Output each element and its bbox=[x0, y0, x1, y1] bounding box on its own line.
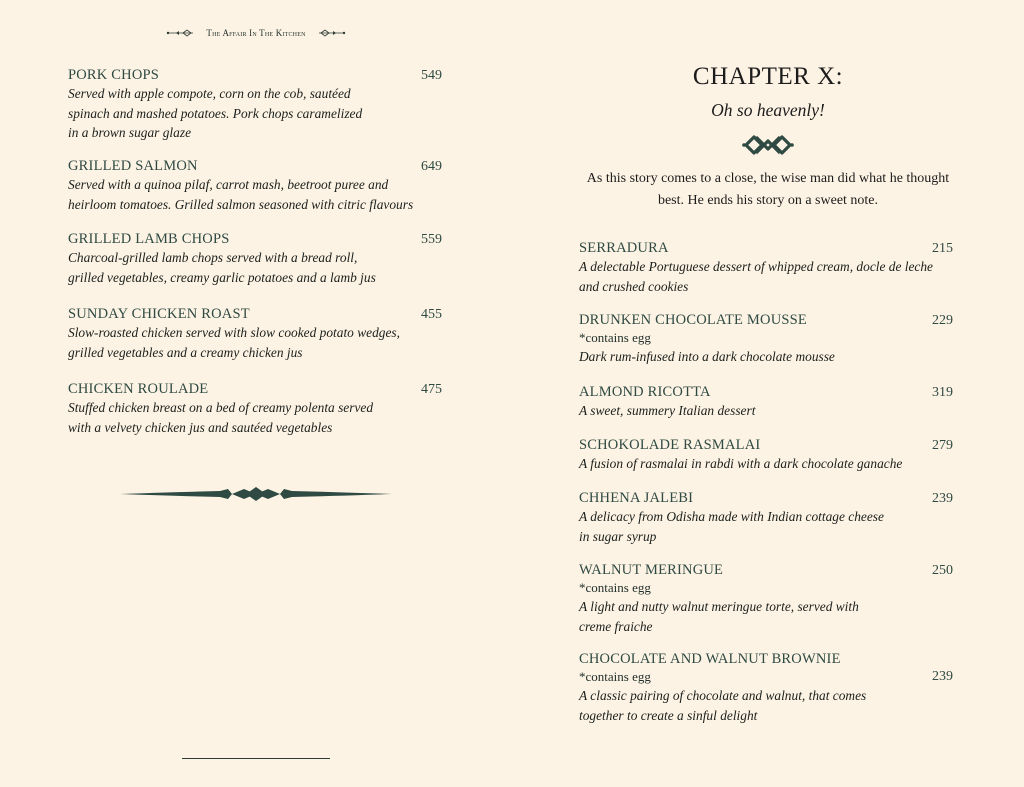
item-description: A classic pairing of chocolate and walnut, that comes together to create a sinful delight bbox=[579, 688, 867, 723]
item-price: 559 bbox=[421, 232, 442, 247]
item-price: 455 bbox=[421, 307, 442, 322]
menu-item bbox=[579, 436, 953, 474]
chapter-title: CHAPTER X: bbox=[692, 63, 844, 90]
divider-ornament-icon bbox=[120, 486, 392, 502]
item-description: Charcoal-grilled lamb chops served with a bread roll, grilled vegetables, creamy garlic potatoes and a lamb jus bbox=[68, 250, 376, 285]
item-price: 319 bbox=[932, 385, 953, 400]
item-note: *contains egg bbox=[579, 330, 651, 345]
item-note: *contains egg bbox=[579, 580, 651, 595]
menu-item bbox=[579, 489, 953, 546]
menu-item bbox=[68, 157, 442, 214]
item-note: *contains egg bbox=[579, 669, 651, 684]
menu-item bbox=[579, 561, 953, 636]
item-description: A fusion of rasmalai in rabdi with a dark chocolate ganache bbox=[579, 456, 903, 471]
flourish-icon bbox=[165, 29, 195, 37]
menu-item bbox=[68, 380, 442, 437]
item-description: A sweet, summery Italian dessert bbox=[579, 403, 756, 418]
item-price: 475 bbox=[421, 382, 442, 397]
item-name: GRILLED LAMB CHOPS bbox=[68, 231, 230, 247]
item-name: CHOCOLATE AND WALNUT BROWNIE bbox=[579, 651, 841, 667]
item-price: 229 bbox=[932, 313, 953, 328]
item-description: A delicacy from Odisha made with Indian cottage cheese in sugar syrup bbox=[579, 509, 884, 544]
chapter-intro: As this story comes to a close, the wise man did what he thought best. He ends his story on a sweet note. bbox=[586, 171, 950, 208]
item-price: 215 bbox=[932, 241, 953, 256]
item-name: SUNDAY CHICKEN ROAST bbox=[68, 306, 250, 322]
item-description: Served with a quinoa pilaf, carrot mash, beetroot puree and heirloom tomatoes. Grilled salmon seasoned with citric flavours bbox=[68, 177, 414, 212]
menu-item bbox=[579, 311, 953, 367]
item-description: A light and nutty walnut meringue torte, served with creme fraiche bbox=[579, 599, 859, 634]
menu-item bbox=[68, 66, 442, 143]
right-page bbox=[512, 0, 1024, 787]
item-description: Stuffed chicken breast on a bed of creamy polenta served with a velvety chicken jus and sautéed vegetables bbox=[68, 400, 374, 435]
item-price: 649 bbox=[421, 159, 442, 174]
item-name: SERRADURA bbox=[579, 240, 669, 256]
flourish-icon bbox=[317, 29, 347, 37]
book-title: The Affair In The Kitchen bbox=[206, 28, 306, 38]
page-header bbox=[165, 24, 347, 42]
menu-item bbox=[579, 383, 953, 421]
item-price: 239 bbox=[932, 669, 953, 684]
item-price: 549 bbox=[421, 68, 442, 83]
item-name: WALNUT MERINGUE bbox=[579, 562, 724, 578]
item-description: Served with apple compote, corn on the cob, sautéed spinach and mashed potatoes. Pork chops caramelized in a brown sugar glaze bbox=[68, 86, 363, 140]
item-price: 279 bbox=[932, 438, 953, 453]
item-description: Slow-roasted chicken served with slow cooked potato wedges, grilled vegetables and a creamy chicken jus bbox=[68, 325, 400, 360]
item-name: SCHOKOLADE RASMALAI bbox=[579, 437, 761, 453]
footer-rule bbox=[182, 758, 330, 759]
menu-item bbox=[68, 305, 442, 362]
item-name: DRUNKEN CHOCOLATE MOUSSE bbox=[579, 312, 807, 328]
item-description: A delectable Portuguese dessert of whipped cream, docle de leche and crushed cookies bbox=[579, 259, 934, 294]
item-name: CHICKEN ROULADE bbox=[68, 381, 209, 397]
item-description: Dark rum-infused into a dark chocolate mousse bbox=[579, 349, 835, 364]
menu-item bbox=[579, 239, 953, 296]
menu-item bbox=[579, 650, 953, 725]
menu-item bbox=[68, 230, 442, 287]
item-name: CHHENA JALEBI bbox=[579, 490, 694, 506]
item-name: GRILLED SALMON bbox=[68, 158, 198, 174]
knot-ornament-icon bbox=[742, 131, 794, 159]
chapter-subtitle: Oh so heavenly! bbox=[711, 100, 825, 120]
item-price: 239 bbox=[932, 491, 953, 506]
item-name: ALMOND RICOTTA bbox=[579, 384, 711, 400]
item-name: PORK CHOPS bbox=[68, 67, 160, 83]
item-price: 250 bbox=[932, 563, 953, 578]
